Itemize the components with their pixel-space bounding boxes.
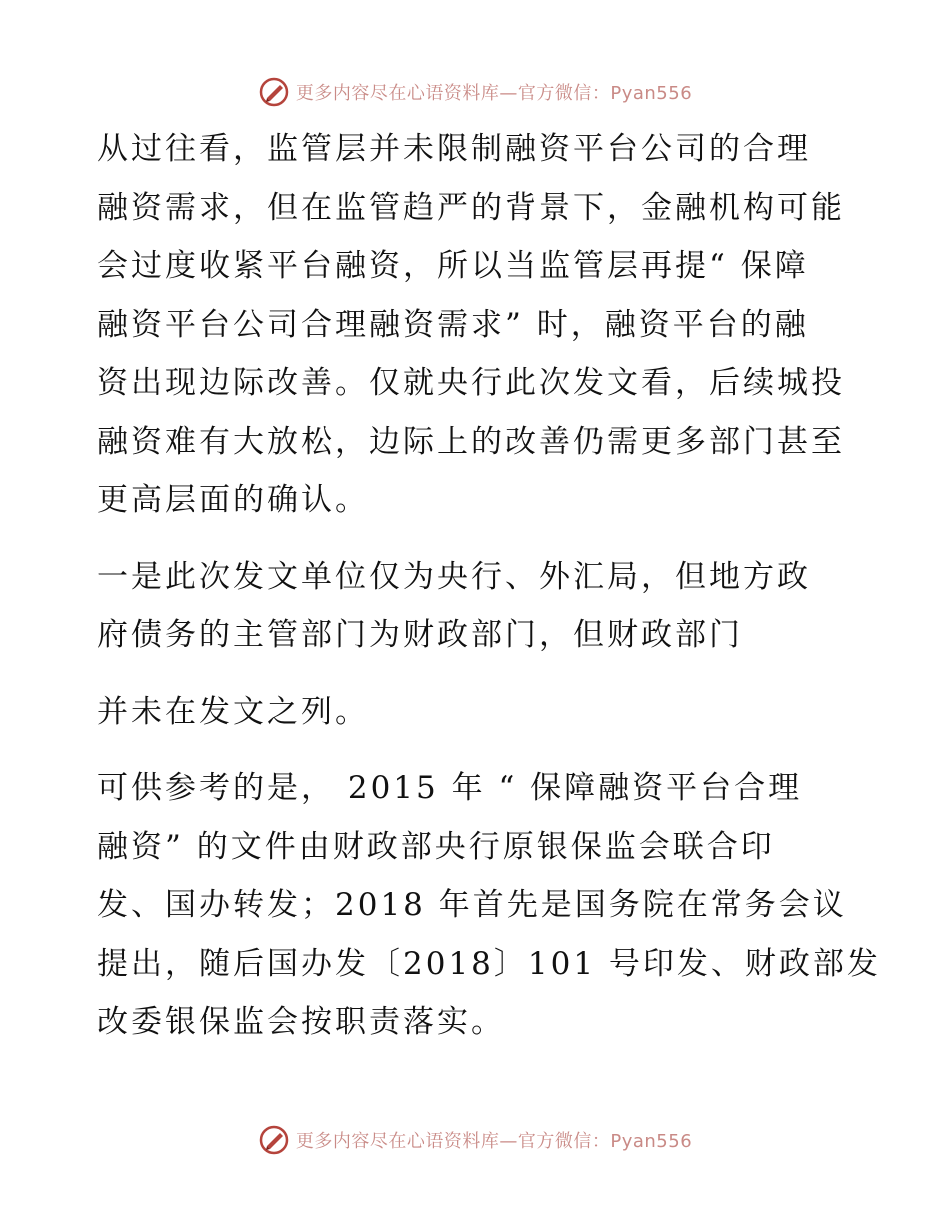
text-line: 融资需求，但在监管趋严的背景下，金融机构可能	[97, 189, 845, 226]
text-line: 融资” 的文件由财政部央行原银保监会联合印	[97, 828, 775, 865]
paragraph-4	[97, 759, 881, 1052]
text-line: 可供参考的是， 2015 年 “ 保障融资平台合理	[97, 770, 803, 806]
paragraph-2	[97, 548, 857, 665]
text-line: 府债务的主管部门为财政部门，但财政部门	[97, 617, 743, 653]
text-line: 改委银保监会按职责落实。	[97, 1004, 505, 1040]
text-line: 资出现边际改善。仅就央行此次发文看，后续城投	[97, 365, 845, 401]
text-line: 会过度收紧平台融资，所以当监管层再提“ 保障	[97, 248, 809, 284]
text-line: 从过往看，监管层并未限制融资平台公司的合理	[97, 131, 811, 167]
paragraph-3	[97, 683, 857, 742]
text-line: 更高层面的确认。	[97, 482, 369, 518]
brand-logo-icon	[258, 76, 290, 108]
watermark-text: 更多内容尽在心语资料库—官方微信：Pyan556	[295, 1131, 693, 1152]
footer-watermark	[0, 1120, 950, 1160]
document-body	[97, 120, 881, 1052]
text-line: 并未在发文之列。	[97, 693, 369, 730]
text-line: 发、国办转发；2018 年首先是国务院在常务会议	[97, 887, 847, 923]
text-line: 融资平台公司合理融资需求” 时，融资平台的融	[97, 306, 809, 343]
watermark-text: 更多内容尽在心语资料库—官方微信：Pyan556	[295, 83, 693, 104]
text-line: 一是此次发文单位仅为央行、外汇局，但地方政	[97, 558, 811, 595]
brand-logo-icon	[258, 1124, 290, 1156]
paragraph-1	[97, 120, 857, 530]
text-line: 提出，随后国办发〔2018〕101 号印发、财政部发	[97, 945, 881, 982]
header-watermark	[0, 72, 950, 112]
text-line: 融资难有大放松，边际上的改善仍需更多部门甚至	[97, 423, 845, 460]
